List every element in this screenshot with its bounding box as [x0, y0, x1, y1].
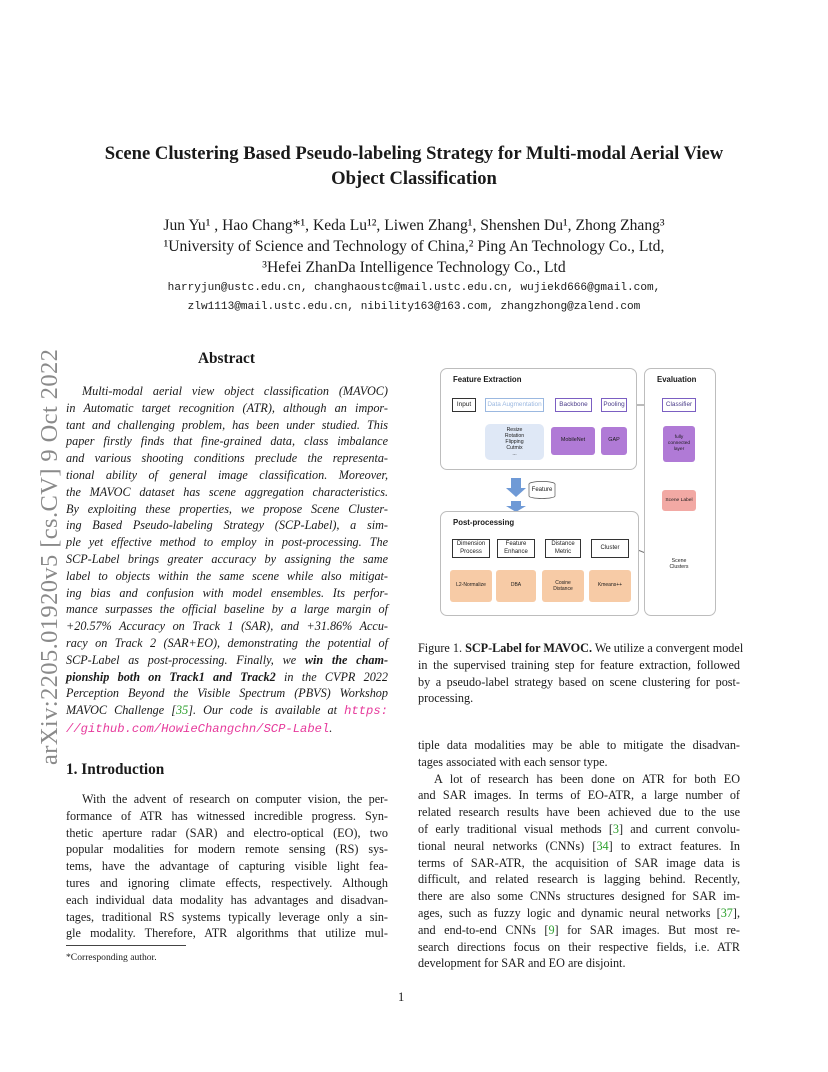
abstract-line: the MAVOC dataset has scene aggregation characteristics. — [66, 484, 388, 499]
scene-label-box: Scene Label — [662, 490, 696, 511]
dimension-process-box: Dimension Process — [452, 539, 490, 558]
right-p2-line-10 — [418, 922, 740, 939]
intro-body — [66, 791, 388, 942]
fc-layer-box: fully connected layer — [663, 426, 695, 462]
abstract-line: mance surpasses the official baseline by a large margin of — [66, 602, 388, 617]
figure-diagram — [440, 365, 740, 615]
l2-normalize-box: L2-Normalize — [450, 570, 492, 602]
cosine-distance-box: Cosine Distance — [542, 570, 584, 602]
right-p2-line-12: development for SAR and EO are disjoint. — [418, 956, 626, 971]
abstract-line: ing Based Pseudo-labeling Strategy (SCP-Label), a sim- — [66, 518, 388, 533]
abstract-line — [66, 720, 388, 738]
caption-line-3: by a pseudo-label strategy based on scene clustering for post- — [418, 674, 740, 689]
scene-clusters-label: Scene Clusters — [669, 557, 689, 570]
caption-bold: SCP-Label for MAVOC. — [465, 641, 592, 655]
feature-label: Feature — [531, 486, 553, 493]
caption-text: We utilize a convergent model — [592, 641, 744, 655]
text-span: of early traditional visual methods [ — [418, 821, 613, 836]
text-span: and end-to-end CNNs [ — [418, 922, 549, 937]
citation-link[interactable]: 35 — [176, 703, 189, 718]
abstract-line — [66, 669, 388, 686]
text-span: ] and current convolu- — [619, 821, 740, 836]
abstract-line — [66, 702, 388, 720]
dba-box: DBA — [496, 570, 536, 602]
citation-link[interactable]: 37 — [720, 905, 733, 920]
caption-line-1 — [418, 640, 744, 657]
intro-line: formance of ATR has witnessed incredible progress. Syn- — [66, 808, 388, 823]
abstract-line — [66, 652, 388, 669]
abstract-line: ple yet effective method to employ in post-processing. The — [66, 535, 388, 550]
title-line-1: Scene Clustering Based Pseudo-labeling Strategy for Multi-modal Aerial View — [104, 143, 724, 164]
text-span: . — [329, 720, 333, 735]
right-column-body — [418, 737, 740, 972]
abstract-body — [66, 383, 388, 738]
abstract-line: paper firstly finds that fine-grained data, class imbalance — [66, 434, 388, 449]
citation-link[interactable]: 9 — [548, 922, 555, 937]
right-p2-line-2: and SAR images. In terms of EO-ATR, a large number of — [418, 788, 740, 803]
caption-prefix: Figure 1. — [418, 641, 466, 655]
intro-line: each individual data modality has advantages and disadvan- — [66, 892, 388, 907]
cluster-box: Cluster — [591, 539, 629, 558]
abstract-line: tional ability of general image classification. Moreover, — [66, 467, 388, 482]
right-p2-line-11: search directions focus on their respective fields, i.e. ATR — [418, 939, 740, 954]
abstract-heading: Abstract — [198, 350, 255, 367]
mobilenet-box: MobileNet — [551, 427, 595, 455]
paper-title — [60, 141, 768, 191]
intro-line: popular modalities for modern remote sensing (RS) sys- — [66, 842, 388, 857]
right-p2-line-7: difficult, and related research is lagging behind. Recently, — [418, 872, 740, 887]
intro-line: tages, traditional RS systems typically leverage only a sin- — [66, 909, 388, 924]
text-span: in the CVPR 2022 — [275, 669, 388, 684]
page-number: 1 — [398, 990, 405, 1004]
text-span: ages, such as fuzzy logic and dynamic neural networks [ — [418, 905, 721, 920]
feature-enhance-box: Feature Enhance — [497, 539, 535, 558]
title-line-2: Object Classification — [331, 168, 497, 189]
data-augmentation-box: Data Augmentation — [485, 398, 544, 412]
right-p2-line-1: A lot of research has been done on ATR for both EO — [434, 771, 740, 786]
text-span: ]. Our code is available at — [188, 703, 345, 718]
text-span: win the cham- — [304, 652, 389, 667]
text-span: SCP-Label as post-processing. Finally, we — [66, 652, 305, 667]
backbone-box: Backbone — [555, 398, 592, 412]
authors-block — [60, 215, 768, 278]
email-line-2: zlw1113@mail.ustc.edu.cn, nibility163@163.com, zhangzhong@zalend.com — [187, 301, 641, 313]
abstract-line: ing bias and confusion with model ensembles. Its perfor- — [66, 585, 388, 600]
abstract-line: +20.57% Accuracy on Track 1 (SAR), and +31.86% Accu- — [66, 619, 388, 634]
feature-extraction-label: Feature Extraction — [453, 375, 522, 384]
intro-line: thetic aperture radar (SAR) and electro-optical (EO), two — [66, 825, 388, 840]
text-span: pionship both on Track1 and Track2 — [66, 669, 276, 684]
intro-line: tures and ignoring climate effects, respectively. Although — [66, 875, 388, 890]
intro-line: tems, have the advantage of capturing visible light fea- — [66, 859, 388, 874]
classifier-box: Classifier — [662, 398, 696, 412]
kmeans-box: Kmeans++ — [589, 570, 631, 602]
evaluation-label: Evaluation — [657, 375, 697, 384]
caption-line-2: in the supervised training step for feature extraction, followed — [418, 657, 740, 672]
abstract-line: racy on Track 2 (SAR+EO), demonstrating the potential of — [66, 635, 388, 650]
text-span: ] to extract features. In — [608, 838, 740, 853]
citation-link[interactable]: 34 — [596, 838, 609, 853]
caption-line-4: processing. — [418, 691, 474, 706]
code-url-link[interactable]: https: — [344, 704, 388, 719]
right-p2-line-9 — [418, 905, 740, 922]
abstract-line: Perception Beyond the Visible Spectrum (PBVS) Workshop — [66, 686, 388, 701]
gap-box: GAP — [601, 427, 627, 455]
text-span: tional neural networks (CNNs) [ — [418, 838, 597, 853]
right-p2-line-8: there are also some CNNs structures designed for SAR im- — [418, 889, 740, 904]
arxiv-identifier: arXiv:2205.01920v5 [cs.CV] 9 Oct 2022 — [36, 348, 63, 765]
intro-line: With the advent of research on computer vision, the per- — [82, 792, 388, 806]
input-box: Input — [452, 398, 476, 412]
right-p2-line-6: terms of SAR-ATR, the acquisition of SAR image data is — [418, 855, 740, 870]
footnote: *Corresponding author. — [66, 952, 157, 963]
affiliation-line-1: ¹University of Science and Technology of China,² Ping An Technology Co., Ltd, — [163, 238, 665, 255]
text-span: ] for SAR images. But most re- — [554, 922, 740, 937]
affiliation-line-2: ³Hefei ZhanDa Intelligence Technology Co., Ltd — [262, 259, 566, 276]
abstract-line: in Automatic target recognition (ATR), although an impor- — [66, 400, 388, 415]
abstract-line: By exploiting these properties, we propose Scene Cluster- — [66, 501, 388, 516]
footnote-rule — [66, 945, 186, 946]
text-span: MAVOC Challenge [ — [66, 703, 177, 718]
post-processing-label: Post-processing — [453, 518, 515, 527]
abstract-line: SCP-Label brings greater accuracy by assigning the same — [66, 551, 388, 566]
text-span: ], — [732, 905, 740, 920]
abstract-line: and various shooting conditions preclude the representa- — [66, 451, 388, 466]
right-p2-line-5 — [418, 838, 740, 855]
abstract-line: tant and challenging problem, has been under studied. This — [66, 417, 388, 432]
right-p2-line-3: related research results have been achieved due to the use — [418, 805, 740, 820]
abstract-line: Multi-modal aerial view object classification (MAVOC) — [82, 384, 388, 398]
intro-heading: 1. Introduction — [66, 761, 165, 778]
emails-block — [60, 279, 768, 317]
author-names: Jun Yu¹ , Hao Chang*¹, Keda Lu¹², Liwen Zhang¹, Shenshen Du¹, Zhong Zhang³ — [163, 217, 665, 234]
right-p2-line-4 — [418, 821, 740, 838]
email-line-1: harryjun@ustc.edu.cn, changhaoustc@mail.ustc.edu.cn, wujiekd666@gmail.com, — [167, 282, 661, 294]
code-url-link[interactable]: //github.com/HowieChangchn/SCP-Label — [66, 721, 330, 736]
distance-metric-box: Distance Metric — [545, 539, 581, 558]
abstract-line: label to objects within the same scene while also mitigat- — [66, 568, 388, 583]
augmentation-list: Resize Rotation Flipping Cutmix ... — [485, 424, 544, 460]
citation-link[interactable]: 3 — [612, 821, 619, 836]
right-p1-line-1: tiple data modalities may be able to mitigate the disadvan- — [418, 738, 740, 752]
pooling-box: Pooling — [601, 398, 627, 412]
figure-caption — [418, 640, 744, 707]
intro-line: gle modality. Therefore, ATR algorithms that utilize mul- — [66, 926, 388, 941]
right-p1-line-2: tages associated with each sensor type. — [418, 754, 608, 769]
